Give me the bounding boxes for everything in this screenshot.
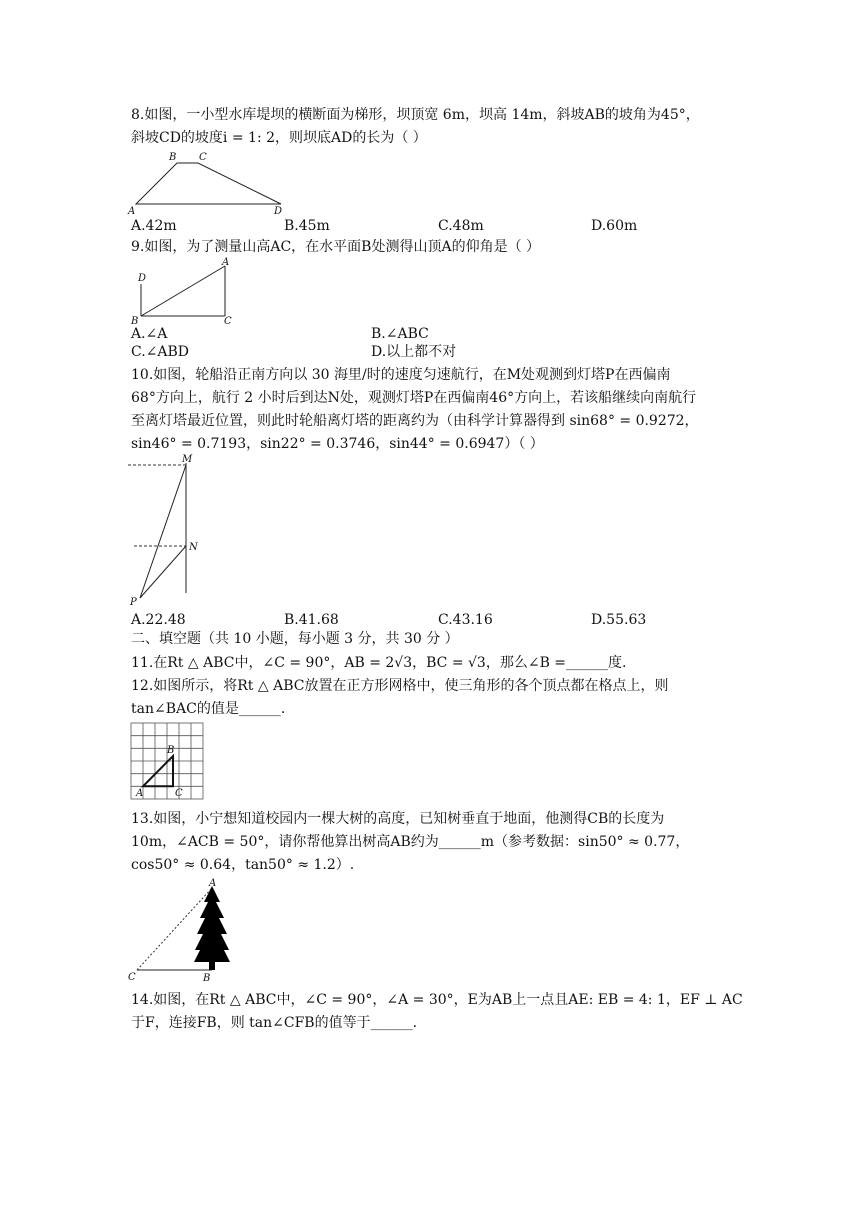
q9-label-d: D <box>138 273 147 284</box>
q9-option-d: D.以上都不对 <box>371 344 457 360</box>
q12-label-b: B <box>167 745 175 756</box>
tree-icon <box>194 886 230 970</box>
q8-text-line1: 8.如图，一小型水库堤坝的横断面为梯形，坝顶宽 6m，坝高 14m，斜坡AB的坡角为45°， <box>131 107 700 123</box>
q8-label-a: A <box>128 206 136 217</box>
q12-triangle <box>143 756 173 786</box>
q14-text-line2: 于F，连接FB，则 tan∠CFB的值等于______. <box>131 1015 418 1031</box>
q9-text-line1: 9.如图，为了测量山高AC，在水平面B处测得山顶A的仰角是（ ） <box>131 239 541 255</box>
q10-option-b: B.41.68 <box>284 612 339 628</box>
q9-option-a: A.∠A <box>131 326 168 342</box>
q12-text-line1: 12.如图所示，将Rt △ ABC放置在正方形网格中，使三角形的各个顶点都在格点上，则 <box>131 678 669 694</box>
q9-option-b: B.∠ABC <box>371 326 429 342</box>
q10-text-line4: sin46° = 0.7193，sin22° = 0.3746，sin44° = 0.6947）（ ） <box>131 436 544 452</box>
q9-label-b: B <box>131 316 139 327</box>
q8-option-b: B.45m <box>284 218 330 234</box>
q8-option-c: C.48m <box>438 218 484 234</box>
q8-text-line2: 斜坡CD的坡度i = 1: 2，则坝底AD的长为（ ） <box>131 130 427 146</box>
q10-text-line1: 10.如图，轮船沿正南方向以 30 海里/时的速度匀速航行，在M处观测到灯塔P在西偏南 <box>131 367 671 383</box>
q9-label-a: A <box>222 257 230 268</box>
section-heading: 二、填空题（共 10 小题，每小题 3 分，共 30 分 ） <box>131 631 459 647</box>
q10-text-line3: 至离灯塔最近位置，则此时轮船离灯塔的距离约为（由科学计算器得到 sin68° = 0.9272， <box>131 413 699 429</box>
q12-text-line2: tan∠BAC的值是______. <box>131 701 286 717</box>
q13-text-line1: 13.如图，小宁想知道校园内一棵大树的高度，已知树垂直于地面，他测得CB的长度为 <box>131 811 665 827</box>
q13-text-line2: 10m，∠ACB = 50°，请你帮他算出树高AB约为______m（参考数据：sin50° ≈ 0.77， <box>131 834 690 850</box>
q13-tree-figure <box>126 878 236 984</box>
q12-label-c: C <box>175 788 183 799</box>
q8-label-c: C <box>199 152 207 163</box>
q10-label-p: P <box>130 597 137 608</box>
q8-trapezoid-figure <box>128 148 288 220</box>
q9-option-c: C.∠ABD <box>131 344 190 360</box>
q12-grid-figure <box>130 722 206 802</box>
q8-label-b: B <box>169 152 177 163</box>
q13-label-c: C <box>128 972 136 983</box>
q8-option-d: D.60m <box>591 218 638 234</box>
q12-label-a: A <box>136 788 144 799</box>
q10-label-n: N <box>189 542 198 553</box>
q10-navigation-figure <box>128 453 208 611</box>
q13-text-line3: cos50° ≈ 0.64，tan50° ≈ 1.2）. <box>131 857 355 873</box>
q9-figure <box>128 256 238 328</box>
q10-text-line2: 68°方向上，航行 2 小时后到达N处，观测灯塔P在西偏南46°方向上，若该船继续向南航行 <box>131 390 697 406</box>
q10-label-m: M <box>182 454 193 465</box>
q13-label-b: B <box>203 973 211 984</box>
q9-label-c: C <box>224 316 232 327</box>
q10-option-a: A.22.48 <box>131 612 186 628</box>
q13-label-a: A <box>209 878 217 889</box>
q14-text-line1: 14.如图，在Rt △ ABC中，∠C = 90°，∠A = 30°，E为AB上一点且AE: EB = 4: 1，EF ⊥ AC <box>131 992 743 1008</box>
q8-label-d: D <box>274 206 283 217</box>
q8-option-a: A.42m <box>131 218 177 234</box>
q11-text: 11.在Rt △ ABC中，∠C = 90°，AB = 2√3，BC = √3，那么∠B =______度. <box>131 655 627 671</box>
q10-option-c: C.43.16 <box>438 612 493 628</box>
q10-option-d: D.55.63 <box>591 612 647 628</box>
